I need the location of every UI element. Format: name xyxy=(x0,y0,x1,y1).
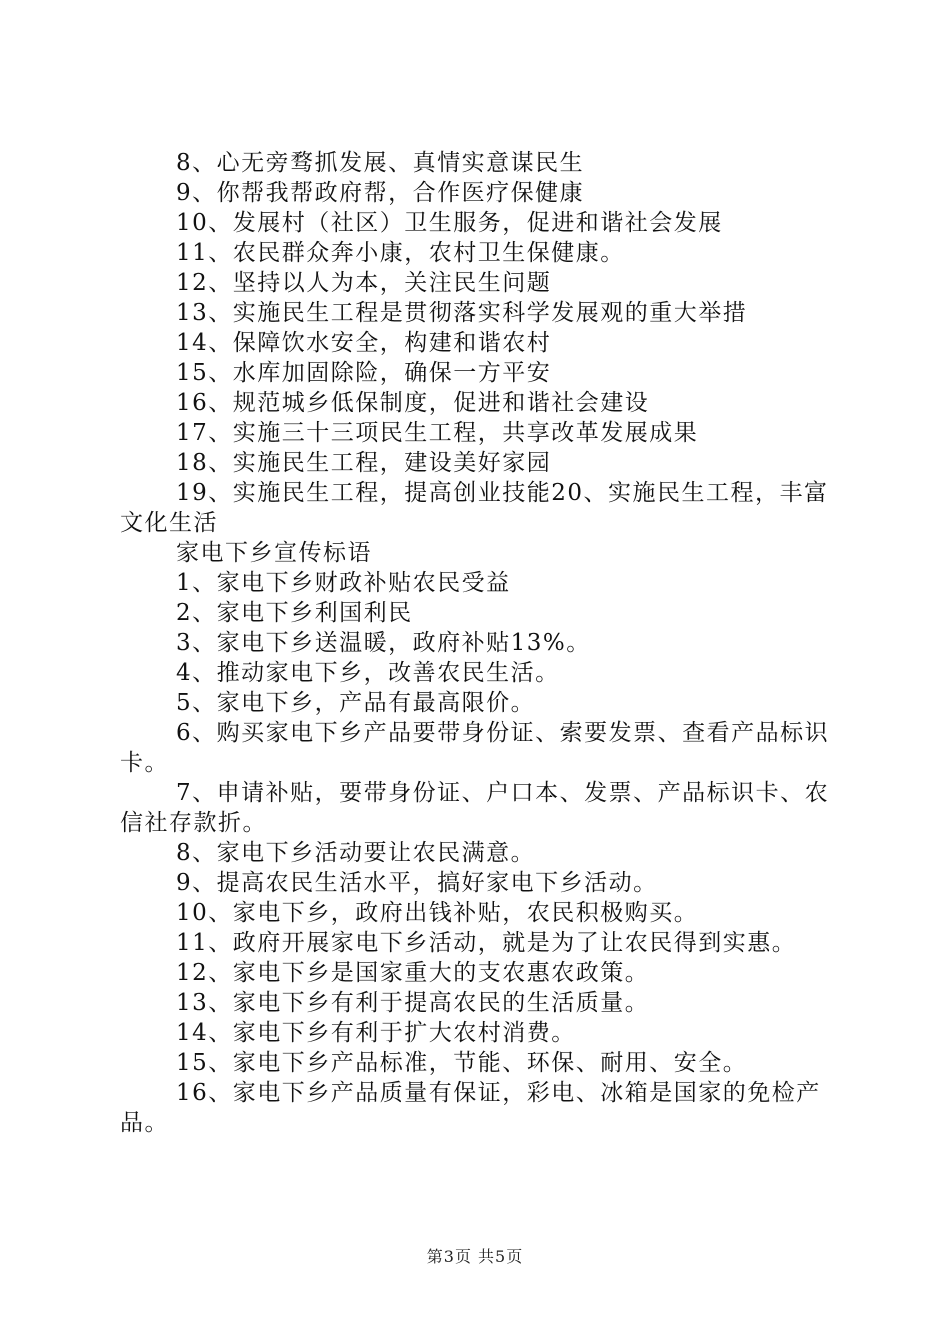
paragraph: 19、实施民生工程，提高创业技能20、实施民生工程，丰富文化生活 xyxy=(120,480,829,536)
paragraph: 14、保障饮水安全，构建和谐农村 xyxy=(176,330,552,356)
paragraph: 11、农民群众奔小康，农村卫生保健康。 xyxy=(176,240,625,266)
paragraph: 3、家电下乡送温暖，政府补贴13%。 xyxy=(176,630,591,656)
paragraph: 16、家电下乡产品质量有保证，彩电、冰箱是国家的免检产品。 xyxy=(120,1080,821,1136)
paragraph: 8、家电下乡活动要让农民满意。 xyxy=(176,840,536,866)
document-body xyxy=(120,148,832,1138)
paragraph: 12、坚持以人为本，关注民生问题 xyxy=(176,270,552,296)
paragraph: 10、发展村（社区）卫生服务，促进和谐社会发展 xyxy=(176,210,723,236)
paragraph: 4、推动家电下乡，改善农民生活。 xyxy=(176,660,560,686)
paragraph: 9、你帮我帮政府帮，合作医疗保健康 xyxy=(176,180,585,206)
paragraph: 13、家电下乡有利于提高农民的生活质量。 xyxy=(176,990,650,1016)
paragraph: 10、家电下乡，政府出钱补贴，农民积极购买。 xyxy=(176,900,699,926)
page-number-footer: 第3页 共5页 xyxy=(426,1247,524,1266)
section-heading: 家电下乡宣传标语 xyxy=(176,540,372,566)
paragraph: 5、家电下乡，产品有最高限价。 xyxy=(176,690,536,716)
paragraph: 12、家电下乡是国家重大的支农惠农政策。 xyxy=(176,960,650,986)
paragraph: 13、实施民生工程是贯彻落实科学发展观的重大举措 xyxy=(176,300,748,326)
paragraph: 16、规范城乡低保制度，促进和谐社会建设 xyxy=(176,390,650,416)
paragraph: 14、家电下乡有利于扩大农村消费。 xyxy=(176,1020,576,1046)
paragraph: 6、购买家电下乡产品要带身份证、索要发票、查看产品标识卡。 xyxy=(120,720,830,776)
paragraph: 15、家电下乡产品标准，节能、环保、耐用、安全。 xyxy=(176,1050,748,1076)
paragraph: 7、申请补贴，要带身份证、户口本、发票、产品标识卡、农信社存款折。 xyxy=(120,780,830,836)
paragraph: 8、心无旁骛抓发展、真情实意谋民生 xyxy=(176,150,585,176)
paragraph: 2、家电下乡利国利民 xyxy=(176,600,413,626)
paragraph: 17、实施三十三项民生工程，共享改革发展成果 xyxy=(176,420,699,446)
paragraph: 15、水库加固除险，确保一方平安 xyxy=(176,360,552,386)
paragraph: 1、家电下乡财政补贴农民受益 xyxy=(176,570,511,596)
paragraph: 18、实施民生工程，建设美好家园 xyxy=(176,450,552,476)
paragraph: 11、政府开展家电下乡活动，就是为了让农民得到实惠。 xyxy=(176,930,797,956)
paragraph: 9、提高农民生活水平，搞好家电下乡活动。 xyxy=(176,870,658,896)
